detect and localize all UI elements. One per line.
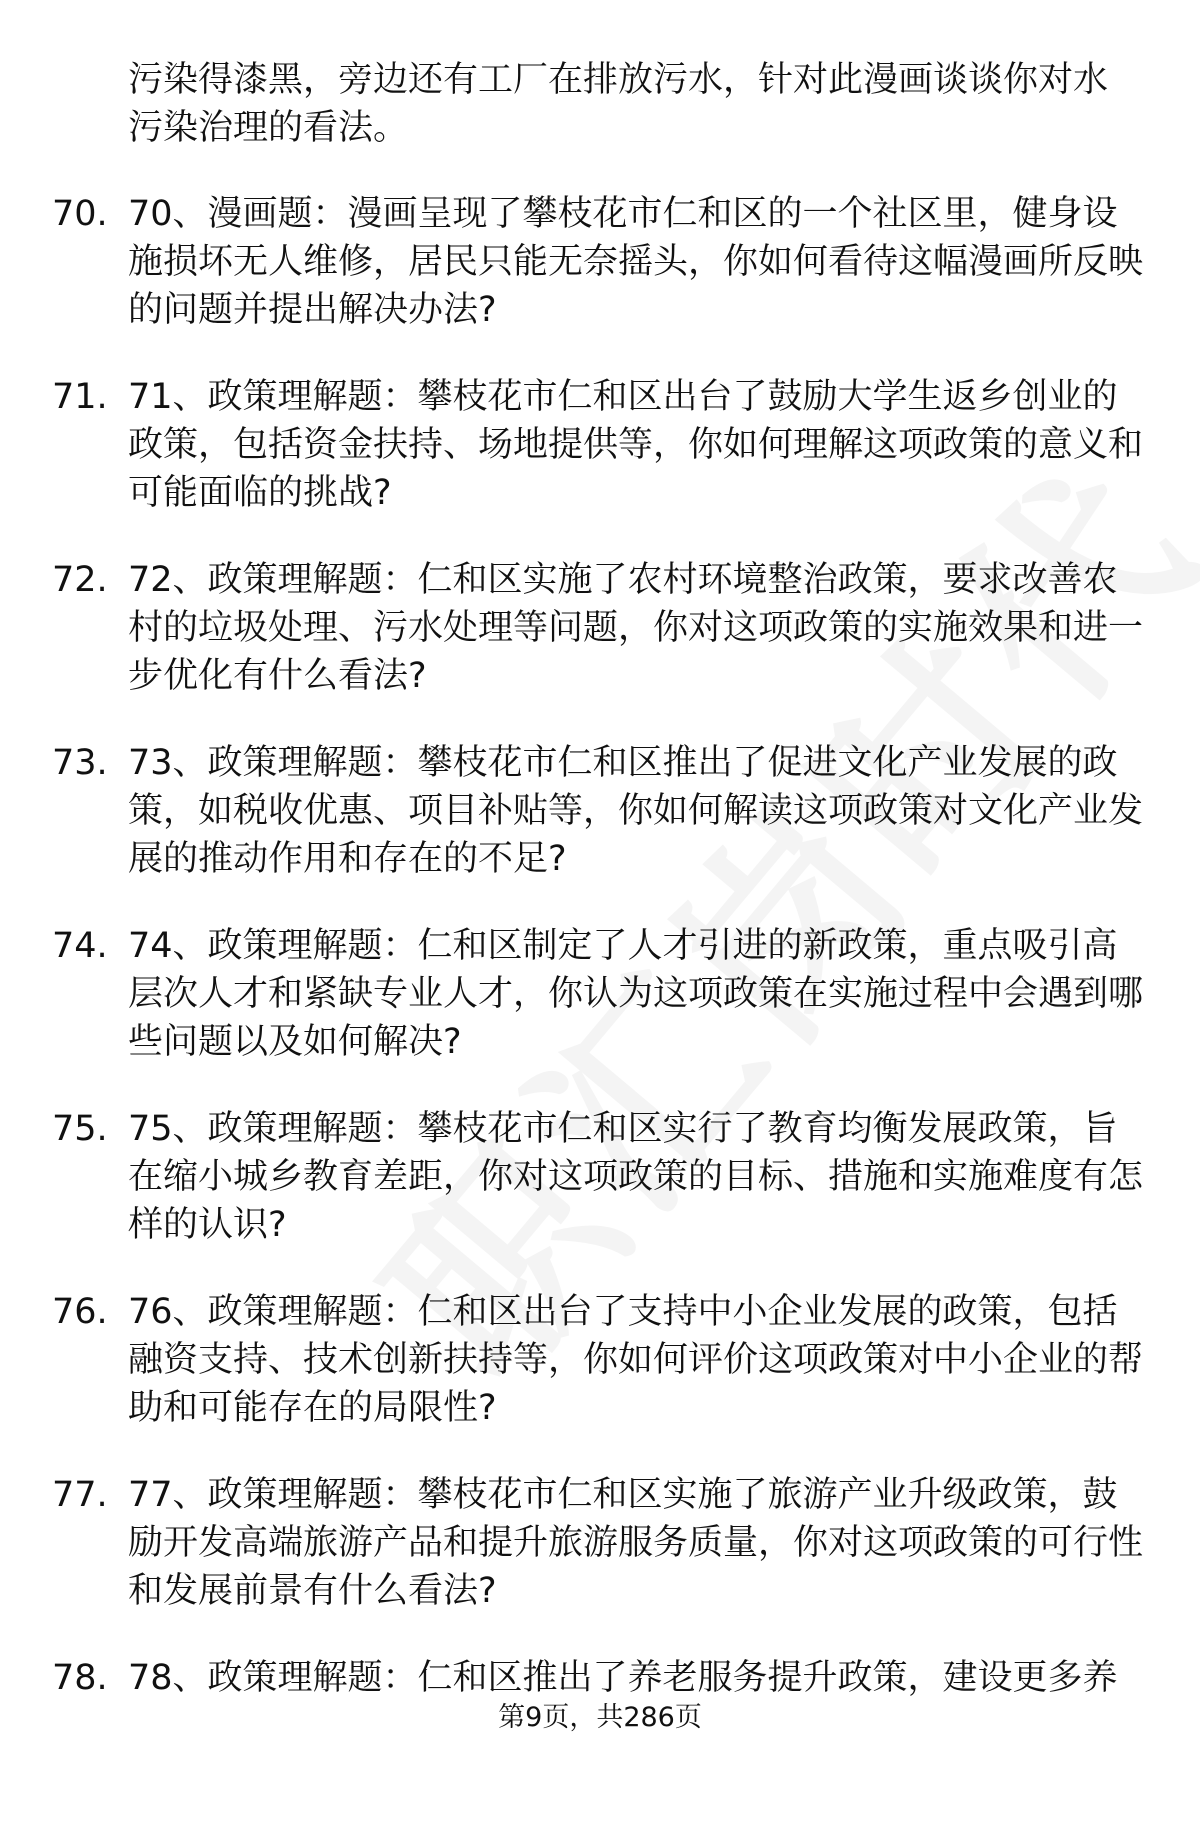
question-item-74 xyxy=(52,922,1152,1105)
continued-line: 污染得漆黑，旁边还有工厂在排放污水，针对此漫画谈谈你对水 xyxy=(128,60,1109,100)
question-text: 76、政策理解题：仁和区出台了支持中小企业发展的政策，包括融资支持、技术创新扶持等，你如何评价这项政策对中小企业的帮助和可能存在的局限性? xyxy=(128,1292,1144,1428)
question-text: 74、政策理解题：仁和区制定了人才引进的新政策，重点吸引高层次人才和紧缺专业人才，你认为这项政策在实施过程中会遇到哪些问题以及如何解决? xyxy=(128,926,1144,1062)
question-text: 77、政策理解题：攀枝花市仁和区实施了旅游产业升级政策，鼓励开发高端旅游产品和提升旅游服务质量，你对这项政策的可行性和发展前景有什么看法? xyxy=(128,1475,1144,1611)
question-number: 70. xyxy=(52,194,108,234)
continued-line: 污染治理的看法。 xyxy=(128,108,409,148)
question-item-71 xyxy=(52,373,1152,556)
question-item-73 xyxy=(52,739,1152,922)
question-text: 72、政策理解题：仁和区实施了农村环境整治政策，要求改善农村的垃圾处理、污水处理等问题，你对这项政策的实施效果和进一步优化有什么看法? xyxy=(128,560,1144,696)
question-text: 78、政策理解题：仁和区推出了养老服务提升政策，建设更多养 xyxy=(128,1658,1118,1698)
question-list xyxy=(52,190,1152,1837)
question-number: 78. xyxy=(52,1658,108,1698)
question-item-72 xyxy=(52,556,1152,739)
question-number: 75. xyxy=(52,1109,108,1149)
question-number: 73. xyxy=(52,743,108,783)
question-item-70 xyxy=(52,190,1152,373)
question-number: 76. xyxy=(52,1292,108,1332)
question-item-76 xyxy=(52,1288,1152,1471)
question-text: 75、政策理解题：攀枝花市仁和区实行了教育均衡发展政策，旨在缩小城乡教育差距，你对这项政策的目标、措施和实施难度有怎样的认识? xyxy=(128,1109,1144,1245)
page-footer: 第9页，共286页 xyxy=(498,1702,702,1733)
question-text: 71、政策理解题：攀枝花市仁和区出台了鼓励大学生返乡创业的政策，包括资金扶持、场地提供等，你如何理解这项政策的意义和可能面临的挑战? xyxy=(128,377,1144,513)
continued-question-text xyxy=(128,56,1148,152)
question-text: 70、漫画题：漫画呈现了攀枝花市仁和区的一个社区里，健身设施损坏无人维修，居民只能无奈摇头，你如何看待这幅漫画所反映的问题并提出解决办法? xyxy=(128,194,1144,330)
question-item-78 xyxy=(52,1654,1152,1837)
question-number: 74. xyxy=(52,926,108,966)
question-item-75 xyxy=(52,1105,1152,1288)
question-number: 72. xyxy=(52,560,108,600)
question-item-77 xyxy=(52,1471,1152,1654)
question-number: 71. xyxy=(52,377,108,417)
question-text: 73、政策理解题：攀枝花市仁和区推出了促进文化产业发展的政策，如税收优惠、项目补贴等，你如何解读这项政策对文化产业发展的推动作用和存在的不足? xyxy=(128,743,1144,879)
question-number: 77. xyxy=(52,1475,108,1515)
